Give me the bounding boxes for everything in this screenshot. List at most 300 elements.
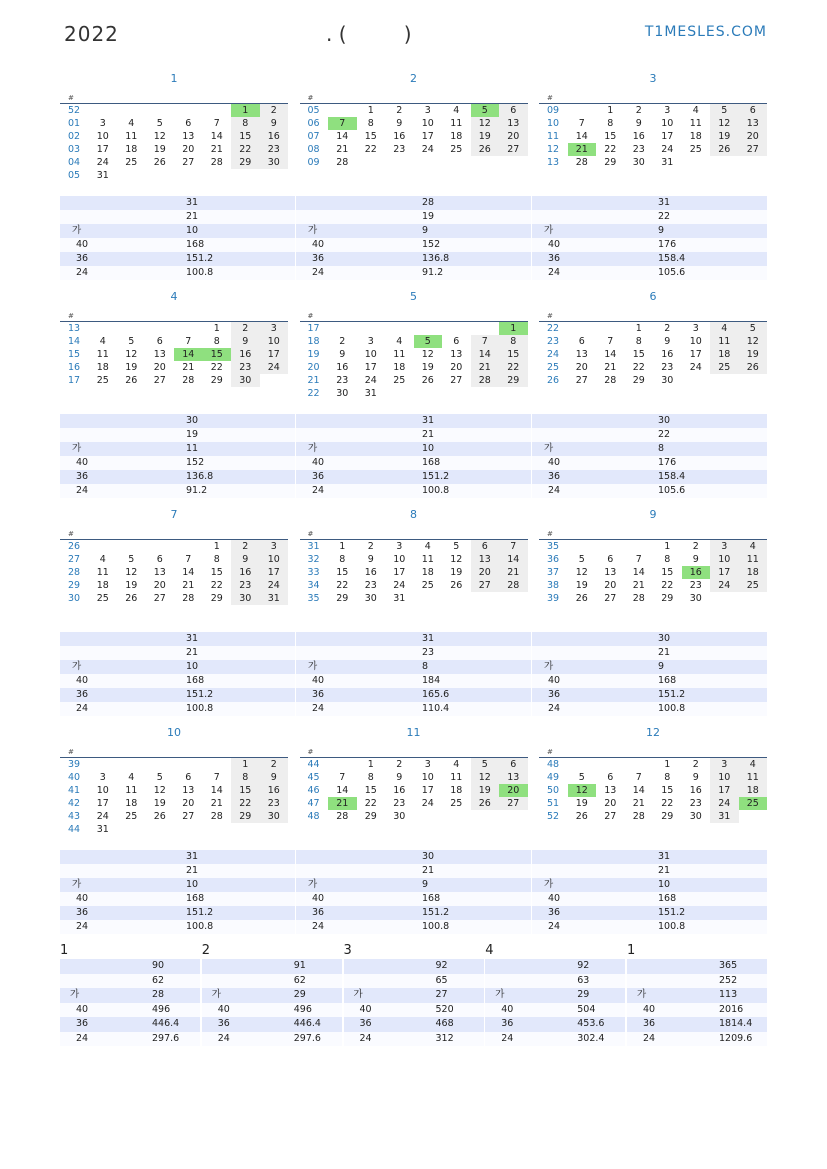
summary-label: 24	[202, 1032, 294, 1047]
day-cell: 25	[739, 579, 768, 592]
day-cell: 14	[604, 349, 617, 360]
day-cell: 24	[260, 579, 289, 592]
day-cell	[328, 758, 357, 772]
week-row	[539, 771, 767, 784]
day-cell: 5	[710, 104, 739, 118]
day-cell: 22	[364, 798, 377, 809]
summary-value: 520	[436, 1003, 484, 1018]
week-row	[300, 540, 528, 554]
day-cell: 25	[450, 144, 463, 155]
day-cell: 8	[499, 335, 528, 348]
week-number: 34	[307, 580, 320, 591]
stats-line	[296, 892, 531, 906]
summary-value: 63	[577, 974, 625, 989]
day-cell: 19	[575, 798, 588, 809]
day-cell	[471, 810, 500, 823]
summary-line	[60, 959, 200, 974]
stats-line	[296, 442, 531, 456]
day-cell: 29	[231, 810, 260, 823]
week-number: 48	[307, 811, 320, 822]
day-cell: 11	[450, 772, 463, 783]
week-header: #	[539, 310, 767, 322]
week-row	[539, 374, 767, 387]
summary-value: 91	[294, 959, 342, 974]
stats-value: 158.4	[658, 470, 767, 484]
stats-label	[296, 646, 422, 660]
day-cell: 28	[182, 375, 195, 386]
day-cell: 6	[607, 772, 614, 783]
stats-line	[60, 660, 295, 674]
stats-value: 136.8	[422, 252, 531, 266]
day-cell	[146, 823, 175, 836]
stats-value: 22	[658, 428, 767, 442]
day-cell: 26	[710, 143, 739, 156]
day-cell: 8	[231, 117, 260, 130]
day-cell: 3	[664, 105, 671, 116]
day-cell: 3	[260, 540, 289, 554]
summary-label: 36	[202, 1017, 294, 1032]
day-cell: 14	[632, 567, 645, 578]
day-cell: 17	[260, 566, 289, 579]
summary-line	[627, 1003, 767, 1018]
summary-label: 가	[202, 988, 294, 1003]
day-cell: 14	[336, 131, 349, 142]
day-cell	[596, 322, 625, 336]
week-row	[539, 335, 767, 348]
brand-logo-link[interactable]: T1MESLES.COM	[644, 24, 767, 40]
day-cell	[89, 540, 118, 554]
day-cell: 6	[607, 554, 614, 565]
month-name: 3	[649, 72, 657, 85]
stats-label	[532, 850, 658, 864]
summary-value: 113	[719, 988, 767, 1003]
week-header: #	[300, 92, 528, 104]
week-number: 35	[547, 541, 560, 552]
day-cell: 21	[182, 362, 195, 373]
day-cell: 15	[336, 567, 349, 578]
day-cell: 22	[364, 144, 377, 155]
day-cell: 20	[153, 580, 166, 591]
stats-label: 40	[296, 456, 422, 470]
summary-column	[485, 943, 625, 1046]
month-block	[539, 290, 767, 414]
day-cell: 15	[364, 131, 377, 142]
day-cell	[414, 322, 443, 336]
day-cell: 10	[421, 118, 434, 129]
day-cell: 31	[393, 593, 406, 604]
day-cell: 29	[336, 593, 349, 604]
month-stats	[532, 196, 767, 280]
stats-line	[532, 470, 767, 484]
day-cell: 26	[575, 811, 588, 822]
summary-label	[202, 974, 294, 989]
day-cell: 27	[153, 593, 166, 604]
day-cell: 14	[575, 131, 588, 142]
day-cell: 9	[367, 554, 374, 565]
day-cell: 18	[689, 131, 702, 142]
summary-value: 297.6	[294, 1032, 342, 1047]
week-row	[300, 797, 528, 810]
stats-value: 151.2	[186, 252, 295, 266]
stats-value: 10	[186, 660, 295, 674]
week-header: #	[539, 92, 767, 104]
stats-line	[296, 920, 531, 934]
month-block	[300, 508, 528, 632]
day-cell: 30	[231, 592, 260, 605]
stats-line	[532, 674, 767, 688]
week-row	[539, 130, 767, 143]
summary-line	[344, 1003, 484, 1018]
month-calendar-area	[300, 92, 528, 196]
day-cell: 16	[682, 566, 711, 579]
week-number: 44	[68, 824, 81, 835]
day-cell: 4	[99, 554, 106, 565]
week-row	[539, 104, 767, 118]
stats-label	[296, 196, 422, 210]
stats-value: 152	[186, 456, 295, 470]
stats-value: 91.2	[422, 266, 531, 280]
stats-line	[60, 702, 295, 716]
day-cell: 8	[607, 118, 614, 129]
day-cell: 25	[450, 798, 463, 809]
week-row	[60, 540, 288, 554]
day-cell	[414, 156, 443, 169]
day-cell: 22	[632, 362, 645, 373]
day-cell: 12	[125, 567, 138, 578]
day-cell: 7	[328, 117, 357, 130]
summary-column	[627, 943, 767, 1046]
summary-value: 27	[436, 988, 484, 1003]
day-cell: 26	[471, 797, 500, 810]
stats-line	[296, 238, 531, 252]
day-cell: 15	[210, 567, 223, 578]
stats-value: 105.6	[658, 266, 767, 280]
day-cell: 2	[367, 541, 374, 552]
stats-line	[532, 906, 767, 920]
day-cell	[568, 540, 597, 554]
stats-value: 100.8	[658, 702, 767, 716]
day-cell	[710, 156, 739, 169]
day-cell: 17	[96, 144, 109, 155]
stats-line	[532, 660, 767, 674]
summary-column	[202, 943, 342, 1046]
day-cell: 17	[689, 349, 702, 360]
day-cell: 20	[471, 566, 500, 579]
week-row	[60, 117, 288, 130]
stats-line	[60, 238, 295, 252]
stats-value: 21	[422, 428, 531, 442]
day-cell: 4	[424, 541, 431, 552]
day-cell: 4	[692, 105, 699, 116]
day-cell: 27	[739, 143, 768, 156]
day-cell: 21	[471, 361, 500, 374]
day-cell: 22	[210, 362, 223, 373]
stats-line	[532, 414, 767, 428]
month-block	[60, 508, 288, 632]
page-subtitle: . ( )	[326, 22, 412, 46]
summary-value: 92	[577, 959, 625, 974]
week-row	[300, 771, 528, 784]
day-cell	[89, 104, 118, 118]
stats-label	[60, 646, 186, 660]
day-cell: 25	[125, 157, 138, 168]
day-cell: 6	[471, 540, 500, 554]
stats-line	[60, 224, 295, 238]
day-cell: 27	[604, 811, 617, 822]
stats-label	[296, 864, 422, 878]
week-row	[539, 579, 767, 592]
day-cell: 26	[471, 143, 500, 156]
stats-line	[60, 850, 295, 864]
stats-label: 가	[60, 442, 186, 456]
stats-line	[532, 266, 767, 280]
day-cell: 4	[453, 759, 460, 770]
summary-label: 40	[202, 1003, 294, 1018]
stats-label: 가	[296, 878, 422, 892]
week-number: 35	[307, 593, 320, 604]
stats-value: 10	[422, 442, 531, 456]
day-cell: 7	[185, 554, 192, 565]
week-header: #	[60, 528, 288, 540]
day-cell: 27	[450, 375, 463, 386]
stats-label: 40	[296, 238, 422, 252]
week-row	[60, 322, 288, 336]
stats-label: 24	[60, 920, 186, 934]
day-cell: 18	[739, 566, 768, 579]
month-row	[60, 508, 767, 632]
stats-line	[296, 414, 531, 428]
day-cell: 21	[632, 798, 645, 809]
month-row	[60, 726, 767, 850]
summary-label	[202, 959, 294, 974]
month-stats	[532, 414, 767, 498]
stats-label	[60, 850, 186, 864]
day-cell: 2	[260, 758, 289, 772]
month-calendar	[60, 528, 288, 605]
stats-value: 10	[186, 878, 295, 892]
day-cell: 7	[635, 772, 642, 783]
day-cell: 21	[182, 580, 195, 591]
week-row	[539, 810, 767, 823]
stats-line	[296, 484, 531, 498]
summary-heading: 2	[201, 943, 211, 958]
summary-value: 62	[152, 974, 200, 989]
summary-line	[627, 1017, 767, 1032]
stats-label: 36	[60, 688, 186, 702]
week-row	[300, 758, 528, 772]
day-cell: 20	[604, 798, 617, 809]
day-cell: 21	[499, 566, 528, 579]
week-number: 39	[547, 593, 560, 604]
month-stats	[532, 850, 767, 934]
day-cell: 28	[210, 157, 223, 168]
day-cell	[260, 374, 289, 387]
month-name: 2	[410, 72, 417, 85]
day-cell: 2	[396, 105, 403, 116]
summary-value: 496	[294, 1003, 342, 1018]
stats-label: 40	[60, 238, 186, 252]
day-cell: 2	[635, 105, 642, 116]
stats-value: 110.4	[422, 702, 531, 716]
day-cell: 2	[692, 541, 699, 552]
day-cell	[682, 374, 711, 387]
summary-line	[485, 1032, 625, 1047]
month-block	[300, 726, 528, 850]
day-cell: 8	[664, 554, 671, 565]
day-cell	[739, 374, 768, 387]
day-cell: 21	[210, 798, 223, 809]
day-cell	[385, 387, 414, 400]
week-header: #	[60, 92, 288, 104]
day-cell	[499, 810, 528, 823]
month-block	[60, 726, 288, 850]
stats-line	[532, 484, 767, 498]
week-row	[60, 784, 288, 797]
day-cell	[499, 387, 528, 400]
week-row	[539, 540, 767, 554]
day-cell: 30	[689, 593, 702, 604]
week-number: 22	[307, 388, 320, 399]
stats-line	[532, 878, 767, 892]
stats-value: 168	[422, 456, 531, 470]
month-name: 11	[406, 726, 421, 739]
day-cell: 14	[499, 553, 528, 566]
day-cell: 23	[689, 798, 702, 809]
stats-line	[296, 632, 531, 646]
summary-line	[60, 1017, 200, 1032]
summary-label: 24	[60, 1032, 152, 1047]
day-cell	[203, 104, 232, 118]
summary-label	[627, 974, 719, 989]
day-cell	[471, 322, 500, 336]
week-number: 08	[307, 144, 320, 155]
stats-label: 24	[60, 702, 186, 716]
stats-line	[296, 850, 531, 864]
day-cell	[174, 758, 203, 772]
stats-label	[532, 864, 658, 878]
day-cell: 10	[260, 335, 289, 348]
stats-label	[532, 428, 658, 442]
stats-line	[60, 456, 295, 470]
day-cell: 7	[607, 336, 614, 347]
week-row	[300, 387, 528, 400]
day-cell	[174, 104, 203, 118]
stats-row	[60, 632, 767, 716]
stats-line	[296, 456, 531, 470]
week-number: 48	[547, 759, 560, 770]
week-row	[300, 361, 528, 374]
day-cell: 10	[364, 349, 377, 360]
day-cell: 23	[689, 580, 702, 591]
day-cell	[710, 592, 739, 605]
day-cell: 11	[96, 567, 109, 578]
summary-heading: 1	[60, 943, 69, 958]
summary-heading: 3	[343, 943, 352, 958]
day-cell	[89, 322, 118, 336]
stats-line	[532, 252, 767, 266]
week-row	[60, 771, 288, 784]
stats-line	[532, 456, 767, 470]
stats-label: 36	[532, 252, 658, 266]
week-row	[539, 566, 767, 579]
week-number: 26	[547, 375, 560, 386]
week-number: 31	[307, 541, 320, 552]
stats-label: 가	[296, 442, 422, 456]
day-cell	[357, 156, 386, 169]
stats-value: 9	[422, 878, 531, 892]
day-cell: 3	[424, 105, 431, 116]
day-cell: 24	[96, 157, 109, 168]
day-cell: 1	[499, 322, 528, 336]
stats-label: 가	[296, 224, 422, 238]
day-cell	[117, 169, 146, 182]
month-name: 12	[646, 726, 660, 739]
month-calendar	[60, 746, 288, 836]
day-cell: 27	[499, 143, 528, 156]
day-cell: 4	[710, 322, 739, 336]
day-cell	[328, 322, 357, 336]
week-row	[300, 566, 528, 579]
day-cell: 12	[153, 785, 166, 796]
week-number: 09	[547, 105, 560, 116]
week-header: #	[300, 310, 528, 322]
day-cell: 13	[604, 785, 617, 796]
week-row	[60, 156, 288, 169]
week-number: 26	[68, 541, 81, 552]
summary-value: 65	[436, 974, 484, 989]
summary-label: 가	[344, 988, 436, 1003]
day-cell: 1	[664, 759, 671, 770]
stats-label: 36	[296, 906, 422, 920]
day-cell: 26	[575, 593, 588, 604]
stats-line	[60, 266, 295, 280]
day-cell	[442, 592, 471, 605]
day-cell	[174, 322, 203, 336]
summary-value: 496	[152, 1003, 200, 1018]
day-cell	[146, 169, 175, 182]
month-name: 5	[410, 290, 417, 303]
stats-line	[60, 688, 295, 702]
summary-line	[60, 1003, 200, 1018]
day-cell: 24	[689, 362, 702, 373]
summary-value: 29	[294, 988, 342, 1003]
day-cell: 1	[231, 758, 260, 772]
summary-label: 40	[485, 1003, 577, 1018]
week-number: 02	[68, 131, 81, 142]
week-number: 24	[547, 349, 560, 360]
summary-value: 302.4	[577, 1032, 625, 1047]
day-cell	[739, 592, 768, 605]
day-cell: 22	[661, 580, 674, 591]
week-row	[300, 348, 528, 361]
day-cell: 22	[231, 797, 260, 810]
stats-value: 168	[186, 238, 295, 252]
day-cell: 12	[739, 335, 768, 348]
summary-line	[485, 988, 625, 1003]
day-cell: 4	[739, 540, 768, 554]
month-calendar-area	[539, 528, 767, 632]
summary-label: 24	[627, 1032, 719, 1047]
summary-line	[60, 988, 200, 1003]
stats-value: 19	[186, 428, 295, 442]
summary-label: 24	[344, 1032, 436, 1047]
day-cell: 16	[661, 349, 674, 360]
summary-section	[60, 943, 767, 1046]
week-row	[60, 169, 288, 182]
day-cell: 13	[575, 349, 588, 360]
stats-line	[60, 442, 295, 456]
month-calendar-area	[539, 92, 767, 196]
